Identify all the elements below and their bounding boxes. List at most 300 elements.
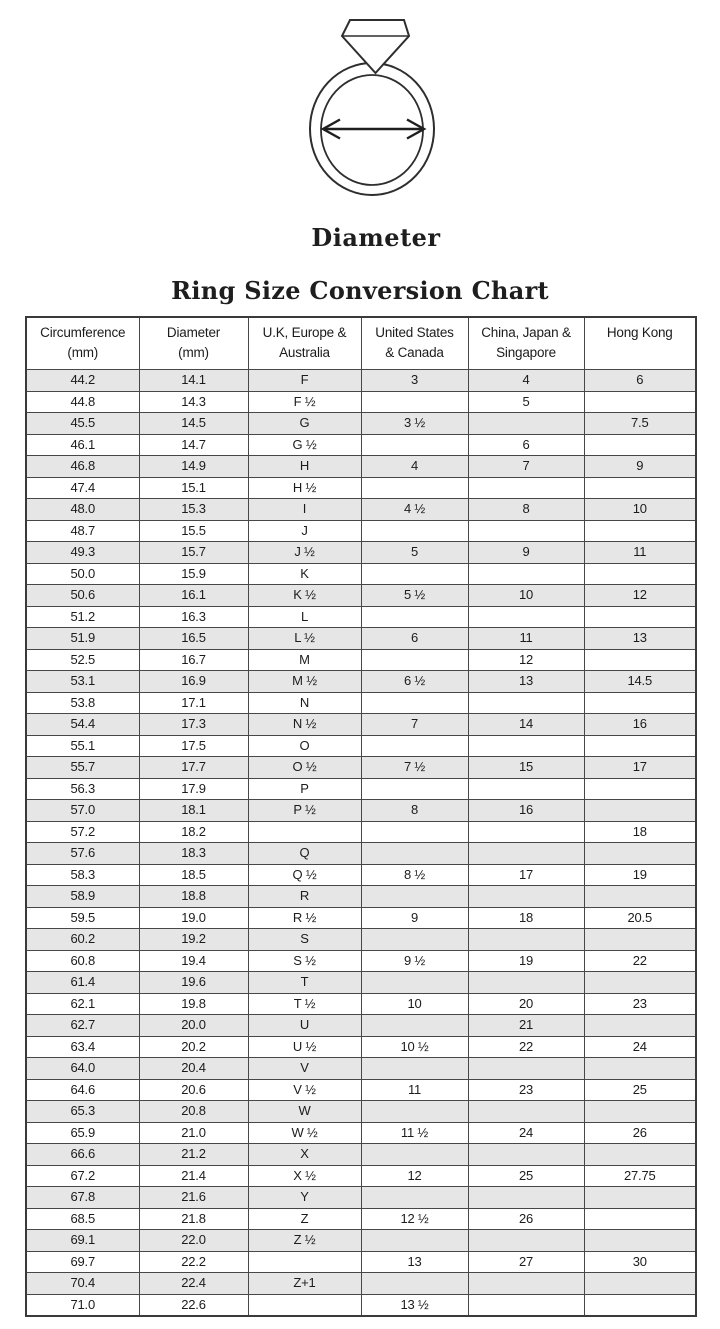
table-cell: 27.75 <box>584 1165 696 1187</box>
table-cell <box>361 735 468 757</box>
table-cell <box>361 1230 468 1252</box>
table-cell <box>468 843 584 865</box>
table-cell: 18.2 <box>139 821 248 843</box>
table-cell: L <box>248 606 361 628</box>
table-cell: T <box>248 972 361 994</box>
table-cell: 62.7 <box>26 1015 139 1037</box>
table-cell <box>584 692 696 714</box>
table-cell: 15.3 <box>139 499 248 521</box>
table-cell <box>584 1230 696 1252</box>
table-cell: V ½ <box>248 1079 361 1101</box>
table-row <box>26 542 696 564</box>
table-cell: 5 ½ <box>361 585 468 607</box>
table-cell: 46.8 <box>26 456 139 478</box>
table-cell: 58.3 <box>26 864 139 886</box>
table-cell: 51.2 <box>26 606 139 628</box>
table-cell: 52.5 <box>26 649 139 671</box>
table-cell: 20.6 <box>139 1079 248 1101</box>
table-cell: 6 <box>584 370 696 392</box>
table-cell: 8 <box>468 499 584 521</box>
table-cell: S <box>248 929 361 951</box>
table-cell: 22.2 <box>139 1251 248 1273</box>
table-cell <box>468 563 584 585</box>
table-cell: J ½ <box>248 542 361 564</box>
ring-illustration-section <box>0 0 720 210</box>
table-cell <box>468 1294 584 1316</box>
table-cell: 14.3 <box>139 391 248 413</box>
table-cell: Q <box>248 843 361 865</box>
table-cell <box>361 434 468 456</box>
table-cell: 51.9 <box>26 628 139 650</box>
table-cell: 22.4 <box>139 1273 248 1295</box>
table-cell: 11 <box>468 628 584 650</box>
table-row <box>26 1079 696 1101</box>
table-cell: T ½ <box>248 993 361 1015</box>
table-cell: 8 ½ <box>361 864 468 886</box>
table-cell: 3 <box>361 370 468 392</box>
table-cell: 4 ½ <box>361 499 468 521</box>
table-cell: 5 <box>361 542 468 564</box>
table-cell <box>584 735 696 757</box>
table-cell <box>584 1058 696 1080</box>
table-cell: 70.4 <box>26 1273 139 1295</box>
table-cell: 22.6 <box>139 1294 248 1316</box>
table-cell: 30 <box>584 1251 696 1273</box>
table-row <box>26 370 696 392</box>
table-row <box>26 1208 696 1230</box>
table-cell: U ½ <box>248 1036 361 1058</box>
table-cell <box>468 692 584 714</box>
table-cell: 20.0 <box>139 1015 248 1037</box>
table-cell: 16 <box>584 714 696 736</box>
table-cell <box>468 1230 584 1252</box>
table-cell: 22.0 <box>139 1230 248 1252</box>
table-cell: 53.1 <box>26 671 139 693</box>
table-cell <box>361 606 468 628</box>
table-cell: 9 <box>584 456 696 478</box>
table-cell: 20.4 <box>139 1058 248 1080</box>
table-cell <box>468 778 584 800</box>
table-row <box>26 800 696 822</box>
table-cell <box>468 1101 584 1123</box>
table-cell: 21.6 <box>139 1187 248 1209</box>
table-cell <box>361 563 468 585</box>
table-cell <box>468 520 584 542</box>
table-cell: 60.8 <box>26 950 139 972</box>
table-cell <box>248 821 361 843</box>
table-cell: 21.8 <box>139 1208 248 1230</box>
table-row <box>26 735 696 757</box>
table-cell: F <box>248 370 361 392</box>
page-title: Ring Size Conversion Chart <box>171 275 549 305</box>
table-cell: 7 <box>468 456 584 478</box>
table-cell: 9 <box>361 907 468 929</box>
table-cell: 17.1 <box>139 692 248 714</box>
table-cell: U <box>248 1015 361 1037</box>
table-cell: G ½ <box>248 434 361 456</box>
table-cell: 21.2 <box>139 1144 248 1166</box>
table-cell: X ½ <box>248 1165 361 1187</box>
table-row <box>26 477 696 499</box>
table-row <box>26 993 696 1015</box>
table-cell <box>584 1187 696 1209</box>
table-cell: N <box>248 692 361 714</box>
table-cell <box>361 972 468 994</box>
table-row <box>26 1058 696 1080</box>
table-cell: 19.2 <box>139 929 248 951</box>
table-cell <box>468 477 584 499</box>
table-row <box>26 520 696 542</box>
table-row <box>26 714 696 736</box>
table-cell: 20.8 <box>139 1101 248 1123</box>
table-cell: 15.7 <box>139 542 248 564</box>
table-cell: 7 <box>361 714 468 736</box>
table-cell: H <box>248 456 361 478</box>
table-cell <box>584 1208 696 1230</box>
table-cell: 54.4 <box>26 714 139 736</box>
table-cell: 61.4 <box>26 972 139 994</box>
table-cell <box>584 800 696 822</box>
table-cell: 12 <box>468 649 584 671</box>
table-cell <box>361 929 468 951</box>
table-cell: 67.8 <box>26 1187 139 1209</box>
table-row <box>26 1015 696 1037</box>
table-cell: 24 <box>584 1036 696 1058</box>
table-cell: Z <box>248 1208 361 1230</box>
table-cell: 8 <box>361 800 468 822</box>
table-cell <box>584 843 696 865</box>
table-cell: 13 ½ <box>361 1294 468 1316</box>
table-cell: 19 <box>584 864 696 886</box>
table-cell <box>584 1144 696 1166</box>
table-cell: 27 <box>468 1251 584 1273</box>
table-row <box>26 821 696 843</box>
table-cell: 18.5 <box>139 864 248 886</box>
table-cell: 14.5 <box>139 413 248 435</box>
table-cell: 9 ½ <box>361 950 468 972</box>
table-cell <box>361 477 468 499</box>
table-cell <box>584 1101 696 1123</box>
table-row <box>26 391 696 413</box>
table-cell: F ½ <box>248 391 361 413</box>
table-row <box>26 499 696 521</box>
table-cell: Y <box>248 1187 361 1209</box>
table-cell: 17.5 <box>139 735 248 757</box>
table-cell: R ½ <box>248 907 361 929</box>
table-cell: 64.6 <box>26 1079 139 1101</box>
table-row <box>26 1273 696 1295</box>
table-cell: 18.3 <box>139 843 248 865</box>
table-cell: 53.8 <box>26 692 139 714</box>
table-cell: 11 <box>584 542 696 564</box>
table-row <box>26 1101 696 1123</box>
table-row <box>26 929 696 951</box>
table-cell: K ½ <box>248 585 361 607</box>
table-cell: 16.7 <box>139 649 248 671</box>
table-cell: 48.7 <box>26 520 139 542</box>
table-cell <box>468 972 584 994</box>
table-cell: 24 <box>468 1122 584 1144</box>
table-cell: 14 <box>468 714 584 736</box>
table-cell: 62.1 <box>26 993 139 1015</box>
table-cell <box>468 886 584 908</box>
table-row <box>26 456 696 478</box>
table-cell: 14.1 <box>139 370 248 392</box>
table-cell: 26 <box>468 1208 584 1230</box>
column-header: U.K, Europe & Australia <box>248 317 361 370</box>
table-cell: J <box>248 520 361 542</box>
table-cell: 44.2 <box>26 370 139 392</box>
table-cell: I <box>248 499 361 521</box>
table-cell: 12 <box>361 1165 468 1187</box>
table-cell: M ½ <box>248 671 361 693</box>
table-cell <box>361 1187 468 1209</box>
table-cell <box>361 1273 468 1295</box>
table-cell: K <box>248 563 361 585</box>
table-row <box>26 606 696 628</box>
table-cell: 55.1 <box>26 735 139 757</box>
table-cell: 17 <box>468 864 584 886</box>
table-cell <box>584 972 696 994</box>
table-cell: 67.2 <box>26 1165 139 1187</box>
table-row <box>26 950 696 972</box>
table-cell: Q ½ <box>248 864 361 886</box>
table-row <box>26 864 696 886</box>
table-cell: 47.4 <box>26 477 139 499</box>
table-cell: 15.9 <box>139 563 248 585</box>
table-cell <box>361 1144 468 1166</box>
table-cell <box>584 886 696 908</box>
table-cell: 10 <box>468 585 584 607</box>
table-cell <box>584 520 696 542</box>
table-body <box>26 370 696 1317</box>
table-cell: 18.8 <box>139 886 248 908</box>
table-cell: G <box>248 413 361 435</box>
table-cell: P <box>248 778 361 800</box>
table-cell: 5 <box>468 391 584 413</box>
table-row <box>26 843 696 865</box>
table-cell: 50.0 <box>26 563 139 585</box>
table-row <box>26 1294 696 1316</box>
table-cell: O ½ <box>248 757 361 779</box>
table-cell <box>468 1273 584 1295</box>
table-cell: O <box>248 735 361 757</box>
table-cell: 9 <box>468 542 584 564</box>
table-cell: 18 <box>468 907 584 929</box>
table-cell <box>584 1294 696 1316</box>
ring-diameter-icon <box>0 0 720 210</box>
table-cell: 23 <box>584 993 696 1015</box>
table-cell: 49.3 <box>26 542 139 564</box>
table-cell: M <box>248 649 361 671</box>
table-cell: 63.4 <box>26 1036 139 1058</box>
table-cell <box>584 477 696 499</box>
table-cell <box>584 929 696 951</box>
table-cell <box>361 1058 468 1080</box>
table-cell: 21.4 <box>139 1165 248 1187</box>
table-cell: 14.5 <box>584 671 696 693</box>
table-cell: 19 <box>468 950 584 972</box>
table-cell: 22 <box>468 1036 584 1058</box>
table-cell: 21.0 <box>139 1122 248 1144</box>
table-cell: 50.6 <box>26 585 139 607</box>
table-cell <box>468 413 584 435</box>
table-row <box>26 1187 696 1209</box>
table-row <box>26 757 696 779</box>
table-cell: 10 ½ <box>361 1036 468 1058</box>
table-row <box>26 628 696 650</box>
table-cell <box>468 821 584 843</box>
table-cell <box>584 391 696 413</box>
diamond-icon <box>342 20 409 73</box>
table-cell: 69.7 <box>26 1251 139 1273</box>
table-cell <box>361 391 468 413</box>
table-cell: P ½ <box>248 800 361 822</box>
table-row <box>26 692 696 714</box>
column-header: United States & Canada <box>361 317 468 370</box>
table-cell: 64.0 <box>26 1058 139 1080</box>
column-header: Diameter (mm) <box>139 317 248 370</box>
table-cell: 4 <box>468 370 584 392</box>
table-cell: 6 ½ <box>361 671 468 693</box>
table-cell <box>361 520 468 542</box>
table-cell: 65.9 <box>26 1122 139 1144</box>
table-cell: 57.2 <box>26 821 139 843</box>
table-row <box>26 1144 696 1166</box>
table-cell: 7 ½ <box>361 757 468 779</box>
table-row <box>26 886 696 908</box>
table-cell: 59.5 <box>26 907 139 929</box>
table-cell <box>248 1294 361 1316</box>
table-cell <box>584 606 696 628</box>
table-cell: S ½ <box>248 950 361 972</box>
table-row <box>26 671 696 693</box>
table-cell <box>584 649 696 671</box>
table-cell: 23 <box>468 1079 584 1101</box>
ring-size-table <box>25 316 697 1317</box>
table-cell: 10 <box>584 499 696 521</box>
table-cell: 69.1 <box>26 1230 139 1252</box>
table-cell: 66.6 <box>26 1144 139 1166</box>
table-cell: 68.5 <box>26 1208 139 1230</box>
table-cell: 12 ½ <box>361 1208 468 1230</box>
table-row <box>26 585 696 607</box>
table-cell: 13 <box>468 671 584 693</box>
table-cell: 19.0 <box>139 907 248 929</box>
table-cell: 19.6 <box>139 972 248 994</box>
table-cell <box>248 1251 361 1273</box>
table-cell: 19.8 <box>139 993 248 1015</box>
table-cell: 14.7 <box>139 434 248 456</box>
table-cell <box>361 821 468 843</box>
table-row <box>26 434 696 456</box>
table-header-row <box>26 317 696 370</box>
table-cell: 14.9 <box>139 456 248 478</box>
table-cell: 6 <box>361 628 468 650</box>
table-cell <box>468 1058 584 1080</box>
table-cell: 21 <box>468 1015 584 1037</box>
table-cell <box>584 1273 696 1295</box>
table-cell: 58.9 <box>26 886 139 908</box>
table-cell: 71.0 <box>26 1294 139 1316</box>
diameter-label: Diameter <box>311 223 441 252</box>
table-cell: 3 ½ <box>361 413 468 435</box>
table-cell: 65.3 <box>26 1101 139 1123</box>
table-cell <box>361 649 468 671</box>
table-cell: 17.7 <box>139 757 248 779</box>
column-header: Hong Kong <box>584 317 696 370</box>
table-cell <box>584 1015 696 1037</box>
table-cell: 15.1 <box>139 477 248 499</box>
table-cell: 15.5 <box>139 520 248 542</box>
table-cell: 16.3 <box>139 606 248 628</box>
table-cell: 15 <box>468 757 584 779</box>
table-cell: 19.4 <box>139 950 248 972</box>
table-cell: 56.3 <box>26 778 139 800</box>
table-cell: W ½ <box>248 1122 361 1144</box>
column-header: China, Japan & Singapore <box>468 317 584 370</box>
column-header: Circumference (mm) <box>26 317 139 370</box>
table-cell <box>468 735 584 757</box>
table-cell <box>468 606 584 628</box>
table-cell <box>468 1187 584 1209</box>
table-cell: 12 <box>584 585 696 607</box>
table-cell: 45.5 <box>26 413 139 435</box>
table-row <box>26 1122 696 1144</box>
table-row <box>26 563 696 585</box>
table-cell: 13 <box>361 1251 468 1273</box>
table-cell <box>361 1015 468 1037</box>
table-cell: 18.1 <box>139 800 248 822</box>
table-row <box>26 1230 696 1252</box>
table-cell: 22 <box>584 950 696 972</box>
table-cell: 26 <box>584 1122 696 1144</box>
table-row <box>26 972 696 994</box>
table-cell: 4 <box>361 456 468 478</box>
table-row <box>26 649 696 671</box>
table-cell: 20 <box>468 993 584 1015</box>
table-cell: H ½ <box>248 477 361 499</box>
table-cell: X <box>248 1144 361 1166</box>
table-cell: V <box>248 1058 361 1080</box>
table-cell: 44.8 <box>26 391 139 413</box>
table-cell: 48.0 <box>26 499 139 521</box>
table-cell <box>468 929 584 951</box>
table-cell: 55.7 <box>26 757 139 779</box>
table-cell: N ½ <box>248 714 361 736</box>
table-row <box>26 1251 696 1273</box>
table-cell: 13 <box>584 628 696 650</box>
table-cell: R <box>248 886 361 908</box>
table-cell: 16.5 <box>139 628 248 650</box>
table-cell: Z+1 <box>248 1273 361 1295</box>
table-cell <box>361 843 468 865</box>
table-cell: 11 <box>361 1079 468 1101</box>
table-cell: 46.1 <box>26 434 139 456</box>
table-row <box>26 1165 696 1187</box>
table-cell <box>584 434 696 456</box>
table-cell: 20.2 <box>139 1036 248 1058</box>
table-cell: 17 <box>584 757 696 779</box>
table-cell: 7.5 <box>584 413 696 435</box>
table-cell: Z ½ <box>248 1230 361 1252</box>
table-cell: 6 <box>468 434 584 456</box>
table-cell <box>361 886 468 908</box>
table-cell: 57.6 <box>26 843 139 865</box>
table-cell: 10 <box>361 993 468 1015</box>
table-cell <box>584 563 696 585</box>
table-cell: 17.9 <box>139 778 248 800</box>
